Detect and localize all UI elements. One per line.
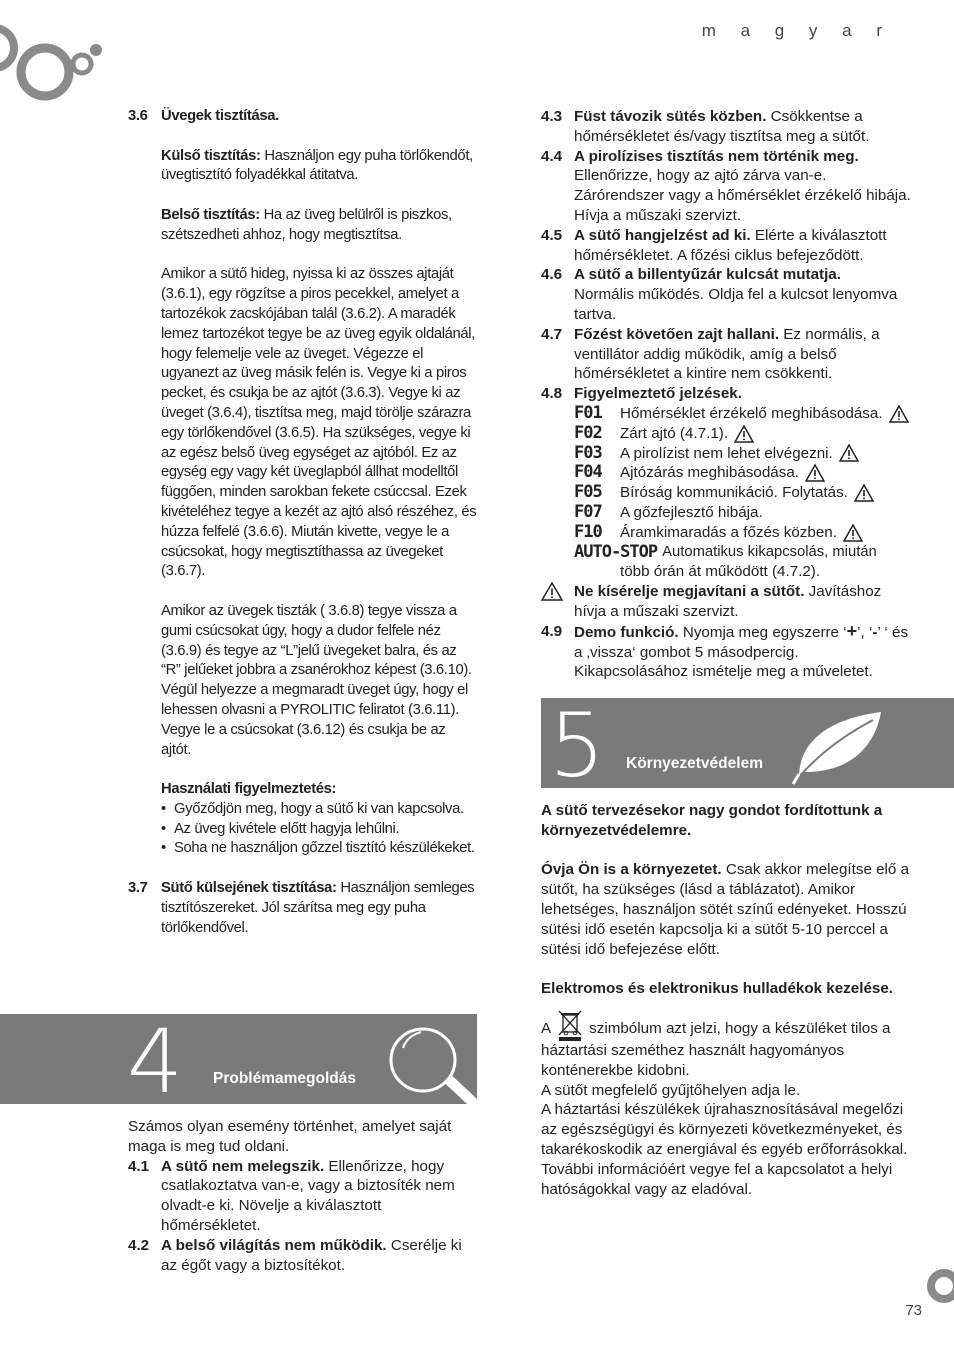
chapter-title: Problémamegoldás [213, 1070, 356, 1087]
chapter-number: 5 [549, 694, 605, 797]
page-number: 73 [905, 1302, 922, 1319]
error-code: F03 [574, 442, 602, 463]
warning-icon [843, 524, 863, 542]
chapter-number: 4 [127, 1010, 183, 1113]
section-4-8: 4.8 Figyelmeztető jelzések. [541, 385, 742, 403]
waste-p4: További információért vegye fel a kapcsolatot a helyi hatóságokkal vagy az eladóval. [541, 1160, 893, 1198]
list-item: AUTO-STOP Automatikus kikapcsolás, miután [574, 541, 877, 562]
list-item: • Az üveg kivétele előtt hagyja lehűlni. [161, 820, 400, 837]
section-title: Üvegek tisztítása. [161, 108, 279, 124]
warning-icon [541, 582, 563, 601]
warning-icon [734, 425, 754, 443]
section-number: 3.6 [128, 108, 148, 124]
list-item: F04 Ajtózárás meghibásodása. [574, 463, 913, 483]
section-4-7: 4.7 Főzést követően zajt hallani. Ez normális, a ventillátor addig működik, amíg a belső hőmérsékletet a kintire nem csökkenti. [541, 325, 880, 383]
warning-icon [889, 405, 909, 423]
section-4-3: 4.3 Füst távozik sütés közben. Csökkentse a hőmérsékletet és/vagy tisztítsa meg a sütőt. [541, 108, 870, 145]
environment-intro: A sütő tervezésekor nagy gondot fordítottunk a környezetvédelemre. [541, 802, 883, 839]
error-code: F05 [574, 482, 602, 503]
section-3-6 [128, 107, 478, 127]
glass-refit-paragraph: Amikor az üvegek tiszták ( 3.6.8) tegye vissza a gumi csúcsokat úgy, hogy a dudor felfele néz (3.6.9) és tegye az “L”jelű üvegeket balra, és az “R” jelűeket jobbra a zsanérokhoz képest (3.6.10). Végül helyezze a megmaradt üveget úgy, hogy el lehessen olvasni a PYROLITIC feliratot (3.6.11). Vegye le a csúcsokat (3.6.12) és csukja be az ajtót. [161, 602, 472, 758]
minus-key: - [872, 623, 878, 641]
error-code: AUTO-STOP [574, 541, 658, 562]
list-item: F10 Áramkimaradás a főzés közben. [574, 523, 913, 543]
section-4-1: 4.1 A sütő nem melegszik. Ellenőrizze, hogy csatlakoztatva van-e, vagy a biztosíték nem olvadt-e ki. Növelje a kiválasztott hőmérsékletet. [128, 1157, 455, 1234]
waste-p2: A sütőt megfelelő gyűjtőhelyen adja le. [541, 1081, 801, 1099]
chapter-4-banner [0, 1010, 477, 1113]
waste-p3: A háztartási készülékek újrahasznosításával megelőzi az egészségügyi és környezeti következményeket, és takarékoskodik az energiával és egyéb erőforrásokkal. [541, 1101, 908, 1158]
leaf-icon [791, 706, 891, 786]
error-code: F10 [574, 521, 602, 542]
exterior-cleaning: Külső tisztítás: Használjon egy puha törlőkendőt, üvegtisztító folyadékkal átitatva. [161, 147, 473, 184]
brand-circles-logo [0, 20, 110, 105]
protect-environment: Óvja Ön is a környezetet. Csak akkor melegítse elő a sütőt, ha szükséges (lásd a táblázatot). Amikor lehetséges, használjon sötét színű edényeket. Hosszú sütési idő esetén kapcsolja ki a sütőt 5-10 perccel a sütési idő befejezése előtt. [541, 861, 910, 958]
error-code: F01 [574, 402, 602, 423]
language-label: m a g y a r [701, 21, 892, 40]
troubleshooting-intro: Számos olyan esemény történhet, amelyet saját maga is meg tud oldani. [128, 1118, 452, 1155]
list-item: F01 Hőmérséklet érzékelő meghibásodása. [574, 404, 913, 424]
magnifier-icon [385, 1018, 485, 1108]
section-4-6: 4.6 A sütő a billentyűzár kulcsát mutatja. Normális működés. Oldja fel a kulcsot lenyomva tartva. [541, 266, 898, 323]
error-code-list: F01 Hőmérséklet érzékelő meghibásodása. F02 Zárt ajtó (4.7.1). F03 A pirolízist nem lehet elvégezni. F04 Ajtózárás meghibásodása. F05 Bíróság kommunikáció. Folytatás. F07 A gőzfejlesztő hibája. F10 Áramkimaradás a főzés közben. AUTO-STOP Automatikus kikapcsolás, miután több órán át működött (4.7.2). [541, 404, 913, 582]
usage-warning-title: Használati figyelmeztetés: [161, 781, 337, 798]
error-code: F07 [574, 501, 602, 522]
list-item: • Győződjön meg, hogy a sütő ki van kapcsolva. [161, 800, 464, 817]
warning-icon [805, 464, 825, 482]
error-code: F04 [574, 462, 602, 483]
left-column [128, 107, 478, 938]
interior-cleaning: Belső tisztítás: Ha az üveg belülről is piszkos, szétszedheti ahhoz, hogy megtisztítsa. [161, 206, 452, 243]
error-code: F02 [574, 422, 602, 443]
chapter-5-banner [541, 694, 954, 797]
right-column-bottom [541, 801, 913, 1199]
list-item: F07 A gőzfejlesztő hibája. [574, 501, 763, 522]
section-4-4: 4.4 A pirolízises tisztítás nem történik meg. Ellenőrizze, hogy az ajtó zárva van-e. Zárórendszer vagy a hőmérséklet érzékelő hibája. Hívja a műszaki szervizt. [541, 147, 911, 224]
section-4-2: 4.2 A belső világítás nem működik. Cserélje ki az égőt vagy a biztosítékot. [128, 1236, 462, 1274]
warning-icon [839, 444, 859, 462]
left-column-bottom [128, 1117, 478, 1275]
repair-warning: Ne kísérelje megjavítani a sütőt. Javításhoz hívja a műszaki szervizt. [541, 582, 913, 622]
chapter-title: Környezetvédelem [626, 755, 763, 772]
waste-symbol-paragraph: A szimbólum azt jelzi, hogy a készüléket tilos a háztartási szeméthez használt hagyományos konténerekbe kidobni. [541, 1009, 913, 1081]
plus-key: + [846, 620, 858, 641]
list-item: • Soha ne használjon gőzzel tisztító készülékeket. [161, 840, 475, 857]
section-3-7: 3.7 Sütő külsejének tisztítása: Használjon semleges tisztítószereket. Jól szárítsa meg egy puha törlőkendővel. [128, 880, 475, 936]
list-item: F05 Bíróság kommunikáció. Folytatás. [574, 483, 913, 503]
list-item: F03 A pirolízist nem lehet elvégezni. [574, 444, 913, 464]
glass-removal-paragraph: Amikor a sütő hideg, nyissa ki az összes ajtaját (3.6.1), egy rögzítse a piros pecekkel, amelyet a tartozékok zacskójában talál (3.6.2). A maradék lemez tartozékot tegye be az üveg egyik oldalánál, hogy felemelje vele az üveget. Végezze el ugyanezt az üveg másik felén is. Vegye ki a piros pecket, és csukja be az ajtót (3.6.3). Vegye ki az üveget (3.6.4), tisztítsa meg, majd törölje szárazra egy törlőkendővel (3.6.5). Ha szükséges, vegye ki az egész belső üveg egységet az ajtóból. Ez az egység egy vagy két üveglapból állhat modelltől függően, minden sarokban fekete csúccsal. Ezek kivételéhez tegye a kezét az ajtó alsó részéhez, és húzza felfelé (3.6.6). Miután kivette, vegye le a csúcsokat, hogy megtisztíthassa az üvegeket (3.6.7). [161, 266, 477, 580]
crossed-bin-icon [557, 1009, 583, 1041]
section-4-5: 4.5 A sütő hangjelzést ad ki. Elérte a kiválasztott hőmérsékletet. A főzési ciklus befejeződött. [541, 226, 887, 264]
section-4-9: 4.9 Demo funkció. Nyomja meg egyszerre ‘+’, ‘-’ ‘ és a ‚vissza‘ gombot 5 másodpercig. Kikapcsolásához ismételje meg a műveletet. [541, 620, 909, 681]
corner-ring-decoration [922, 1266, 954, 1306]
list-item: F02 Zárt ajtó (4.7.1). [574, 424, 913, 444]
waste-title: Elektromos és elektronikus hulladékok kezelése. [541, 980, 894, 998]
warning-icon [854, 484, 874, 502]
right-column [541, 107, 913, 682]
